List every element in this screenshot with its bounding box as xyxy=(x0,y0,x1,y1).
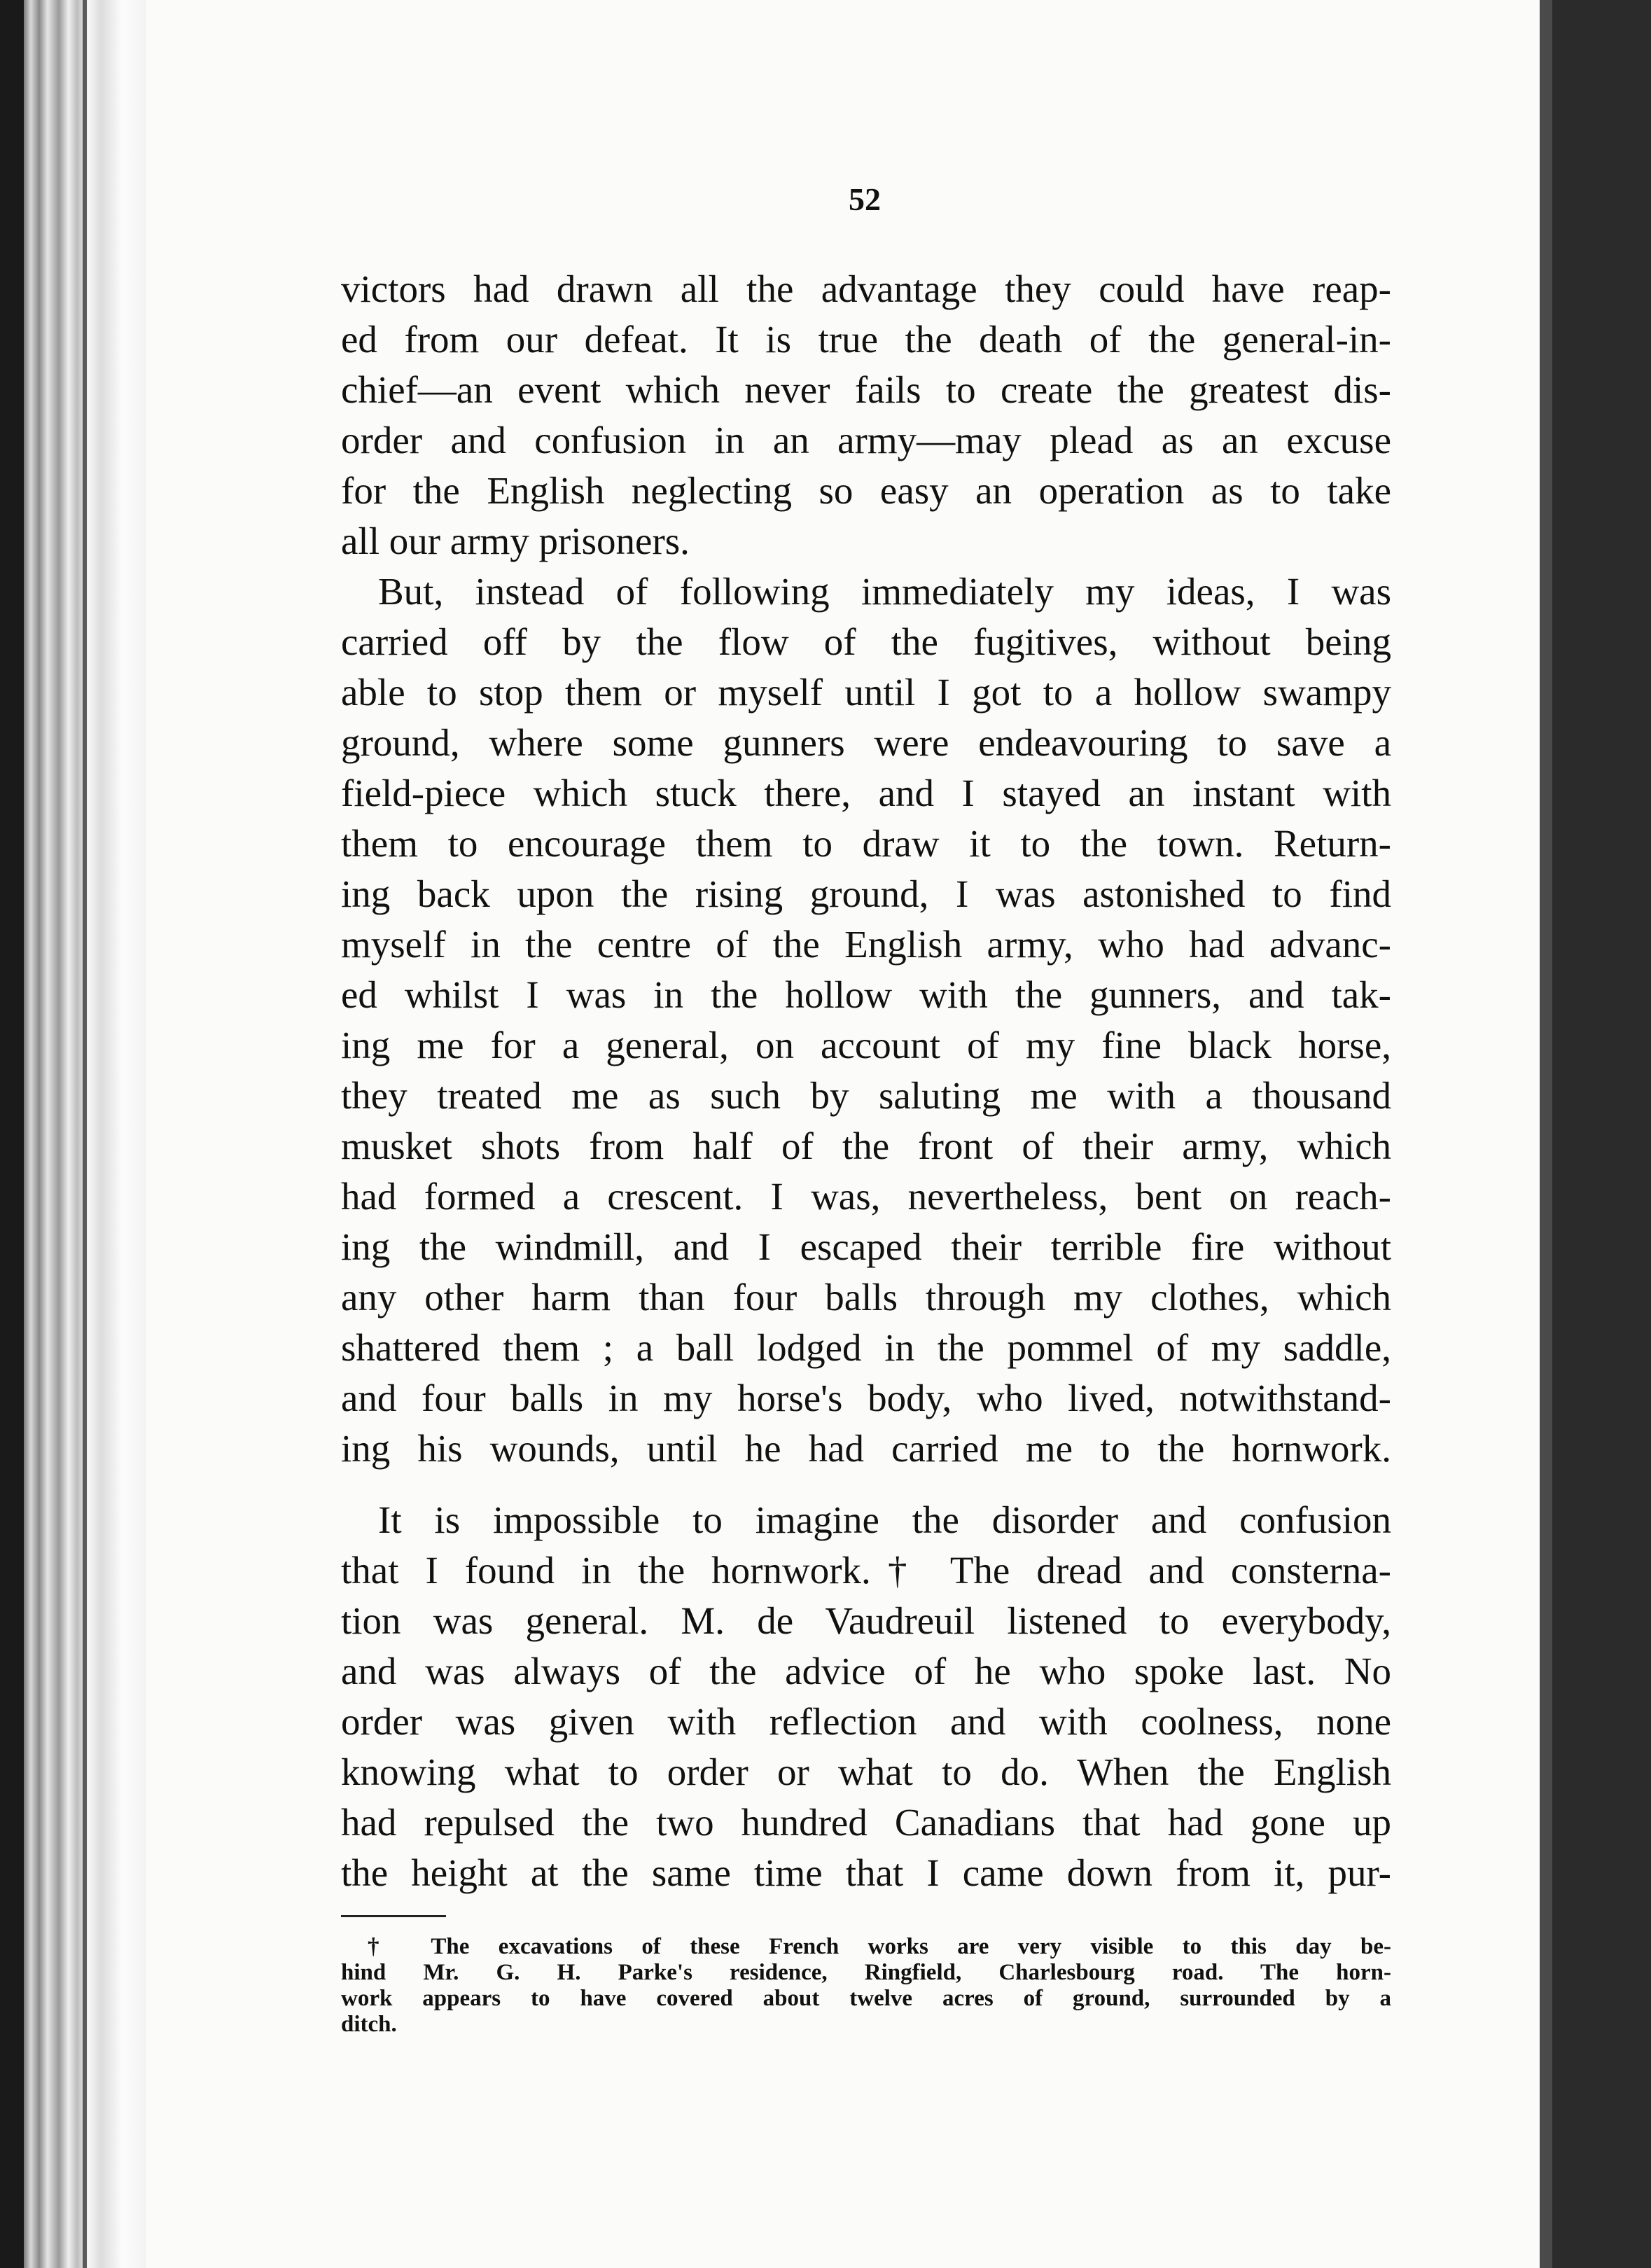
body-line: the height at the same time that I came down from it, pur- xyxy=(341,1851,1391,1894)
page-shadow-right xyxy=(1540,0,1552,2268)
page-number: 52 xyxy=(849,181,881,217)
gutter-line xyxy=(83,0,87,2268)
body-line: ed from our defeat. It is true the death of the general-in- xyxy=(341,318,1391,361)
body-line: them to encourage them to draw it to the town. Return- xyxy=(341,822,1391,865)
scan-border-left xyxy=(0,0,24,2268)
body-line: that I found in the hornwork.† The dread and consterna- xyxy=(341,1549,1391,1592)
body-line: ground, where some gunners were endeavouring to save a xyxy=(341,721,1391,764)
body-line: order was given with reflection and with coolness, none xyxy=(341,1700,1391,1743)
body-line: ing his wounds, until he had carried me to the hornwork. xyxy=(341,1427,1391,1470)
body-line: myself in the centre of the English army, who had advanc- xyxy=(341,923,1391,966)
body-line: chief—an event which never fails to create the greatest dis- xyxy=(341,368,1391,411)
footnote-line: hind Mr. G. H. Parke's residence, Ringfield, Charlesbourg road. The horn- xyxy=(341,1960,1391,1985)
body-line: shattered them ; a ball lodged in the pommel of my saddle, xyxy=(341,1326,1391,1369)
body-line: for the English neglecting so easy an operation as to take xyxy=(341,469,1391,512)
body-line: ing back upon the rising ground, I was astonished to find xyxy=(341,872,1391,915)
body-line: had repulsed the two hundred Canadians that had gone up xyxy=(341,1801,1391,1844)
body-line: all our army prisoners. xyxy=(341,520,690,562)
body-line: able to stop them or myself until I got to a hollow swampy xyxy=(341,671,1391,714)
body-line: knowing what to order or what to do. When the English xyxy=(341,1751,1391,1793)
body-line: had formed a crescent. I was, nevertheless, bent on reach- xyxy=(341,1175,1391,1218)
footnote-line: work appears to have covered about twelve acres of ground, surrounded by a xyxy=(341,1986,1391,2011)
body-line: victors had drawn all the advantage they could have reap- xyxy=(341,267,1391,310)
footnote-line: † The excavations of these French works are very visible to this day be- xyxy=(368,1934,1391,1959)
body-line: they treated me as such by saluting me with a thousand xyxy=(341,1074,1391,1117)
body-line: It is impossible to imagine the disorder and confusion xyxy=(378,1498,1391,1541)
body-line: ing the windmill, and I escaped their terrible fire without xyxy=(341,1225,1391,1268)
body-line: field-piece which stuck there, and I stayed an instant with xyxy=(341,772,1391,814)
body-line: ing me for a general, on account of my fine black horse, xyxy=(341,1024,1391,1066)
body-line: any other harm than four balls through my clothes, which xyxy=(341,1276,1391,1319)
body-line: carried off by the flow of the fugitives, without being xyxy=(341,620,1391,663)
body-line: tion was general. M. de Vaudreuil listened to everybody, xyxy=(341,1599,1391,1642)
body-line: order and confusion in an army—may plead as an excuse xyxy=(341,419,1391,461)
body-line: But, instead of following immediately my ideas, I was xyxy=(378,570,1391,613)
scan-border-right xyxy=(1552,0,1651,2268)
body-line: and four balls in my horse's body, who lived, notwithstand- xyxy=(341,1377,1391,1419)
footnote-rule xyxy=(341,1915,446,1917)
body-line: ed whilst I was in the hollow with the gunners, and tak- xyxy=(341,973,1391,1016)
body-line: musket shots from half of the front of their army, which xyxy=(341,1125,1391,1167)
footnote-line: ditch. xyxy=(341,2012,397,2037)
body-line: and was always of the advice of he who spoke last. No xyxy=(341,1650,1391,1692)
